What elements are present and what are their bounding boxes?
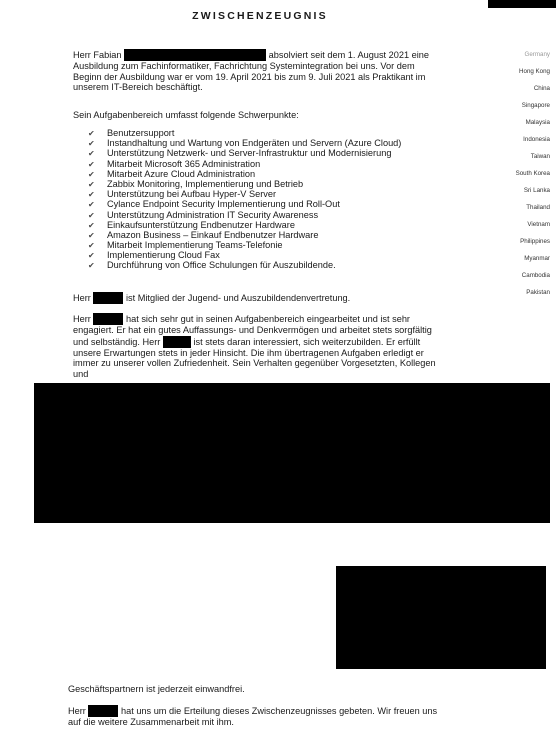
sidebar-country-item[interactable]: Philippines (520, 238, 550, 245)
check-chevron-icon: ✔ (88, 241, 95, 251)
task-item (88, 159, 428, 169)
task-item (88, 148, 428, 158)
sidebar-country-item[interactable]: South Korea (515, 170, 550, 177)
member-text: ist Mitglied der Jugend- und Auszubildendenvertretung. (126, 293, 351, 303)
task-item (88, 179, 428, 189)
intro-paragraph (73, 49, 445, 93)
redacted-name (124, 49, 266, 61)
behavior-end-text: Geschäftspartnern ist jederzeit einwandfrei. (68, 684, 245, 694)
redaction-block (336, 566, 546, 669)
member-paragraph (73, 292, 445, 304)
check-chevron-icon: ✔ (88, 139, 95, 149)
task-label: Unterstützung bei Aufbau Hyper-V Server (107, 189, 277, 200)
redaction-block (488, 0, 556, 8)
check-chevron-icon: ✔ (88, 210, 95, 220)
task-label: Implementierung Cloud Fax (107, 250, 220, 261)
task-label: Zabbix Monitoring, Implementierung und Betrieb (107, 178, 304, 189)
task-item (88, 260, 428, 270)
task-label: Mitarbeit Azure Cloud Administration (107, 168, 256, 179)
assessment-prefix: Herr (73, 314, 91, 324)
sidebar-country-item[interactable]: Singapore (521, 102, 550, 109)
sidebar-country-item[interactable]: Cambodia (521, 272, 550, 279)
sidebar-country-item[interactable]: Germany (524, 51, 550, 58)
task-item (88, 169, 428, 179)
sidebar-country-item[interactable]: Thailand (526, 204, 550, 211)
task-item (88, 138, 428, 148)
task-label: Mitarbeit Microsoft 365 Administration (107, 158, 261, 169)
check-chevron-icon: ✔ (88, 190, 95, 200)
task-item (88, 128, 428, 138)
redacted-name (93, 292, 123, 304)
task-label: Mitarbeit Implementierung Teams-Telefonie (107, 240, 283, 251)
redacted-name (93, 313, 123, 325)
country-sidebar (496, 46, 550, 301)
check-chevron-icon: ✔ (88, 169, 95, 179)
assessment-text-1: hat sich sehr gut in seinen Aufgabenbereich eingearbeitet und ist sehr engagiert. Er hat ein gutes Auffassungs- und Denkvermögen und arbeitet stets sorgfältig und selbständig. Herr (73, 314, 432, 347)
intro-text: absolviert seit dem 1. August 2021 eine Ausbildung zum Fachinformatiker, Fachrichtung Systemintegration bei uns. Vor dem Beginn der Ausbildung war er vom 19. April 2021 bis zum 9. Juli 2021 als Praktikant im unserem IT-Bereich beschäftigt. (73, 50, 430, 93)
sidebar-country-item[interactable]: Indonesia (523, 136, 550, 143)
assessment-text-2: ist stets daran interessiert, sich weiterzubilden. Er erfüllt unsere Erwartungen stets in jeder Hinsicht. Die ihm übertragenen Aufgaben erledigt er immer zu unserer vollen Zufriedenheit. Sein Verhalten gegenüber Vorgesetzten, Kollegen und (73, 336, 436, 380)
task-label: Durchführung von Office Schulungen für Auszubildende. (107, 260, 336, 271)
member-prefix: Herr (73, 293, 91, 303)
sidebar-country-item[interactable]: Pakistan (526, 289, 550, 296)
check-chevron-icon: ✔ (88, 261, 95, 271)
task-item (88, 220, 428, 230)
task-item (88, 250, 428, 260)
tasks-heading: Sein Aufgabenbereich umfasst folgende Schwerpunkte: (73, 110, 299, 120)
sidebar-country-item[interactable]: Vietnam (527, 221, 550, 228)
task-label: Cylance Endpoint Security Implementierung und Roll-Out (107, 199, 340, 210)
sidebar-country-item[interactable]: Myanmar (524, 255, 550, 262)
task-label: Einkaufsunterstützung Endbenutzer Hardware (107, 219, 295, 230)
task-label: Instandhaltung und Wartung von Endgeräten und Servern (Azure Cloud) (107, 138, 402, 149)
task-label: Unterstützung Administration IT Security Awareness (107, 209, 319, 220)
task-item (88, 240, 428, 250)
document-title: ZWISCHENZEUGNIS (192, 10, 328, 22)
check-chevron-icon: ✔ (88, 220, 95, 230)
intro-prefix: Herr Fabian (73, 50, 122, 60)
closing-paragraph (68, 705, 440, 728)
redaction-block (34, 383, 550, 523)
sidebar-country-item[interactable]: Malaysia (525, 119, 550, 126)
sidebar-country-item[interactable]: Sri Lanka (523, 187, 550, 194)
task-label: Benutzersupport (107, 128, 175, 138)
redacted-name (88, 705, 118, 717)
task-list (88, 128, 428, 271)
check-chevron-icon: ✔ (88, 179, 95, 189)
assessment-paragraph (73, 313, 445, 380)
check-chevron-icon: ✔ (88, 129, 95, 138)
task-label: Unterstützung Netzwerk- und Server-Infrastruktur und Modernisierung (107, 148, 392, 159)
closing-text: hat uns um die Erteilung dieses Zwischenzeugnisses gebeten. Wir freuen uns auf die weitere Zusammenarbeit mit ihm. (68, 706, 438, 727)
task-item (88, 230, 428, 240)
sidebar-country-item[interactable]: Hong Kong (519, 68, 550, 75)
closing-prefix: Herr (68, 706, 86, 716)
check-chevron-icon: ✔ (88, 200, 95, 210)
sidebar-country-item[interactable]: China (533, 85, 550, 92)
check-chevron-icon: ✔ (88, 159, 95, 169)
check-chevron-icon: ✔ (88, 251, 95, 261)
task-item (88, 199, 428, 209)
redacted-name (163, 336, 191, 348)
task-label: Amazon Business – Einkauf Endbenutzer Hardware (107, 229, 319, 240)
task-item (88, 210, 428, 220)
check-chevron-icon: ✔ (88, 230, 95, 240)
sidebar-country-item[interactable]: Taiwan (530, 153, 550, 160)
task-item (88, 189, 428, 199)
check-chevron-icon: ✔ (88, 149, 95, 159)
